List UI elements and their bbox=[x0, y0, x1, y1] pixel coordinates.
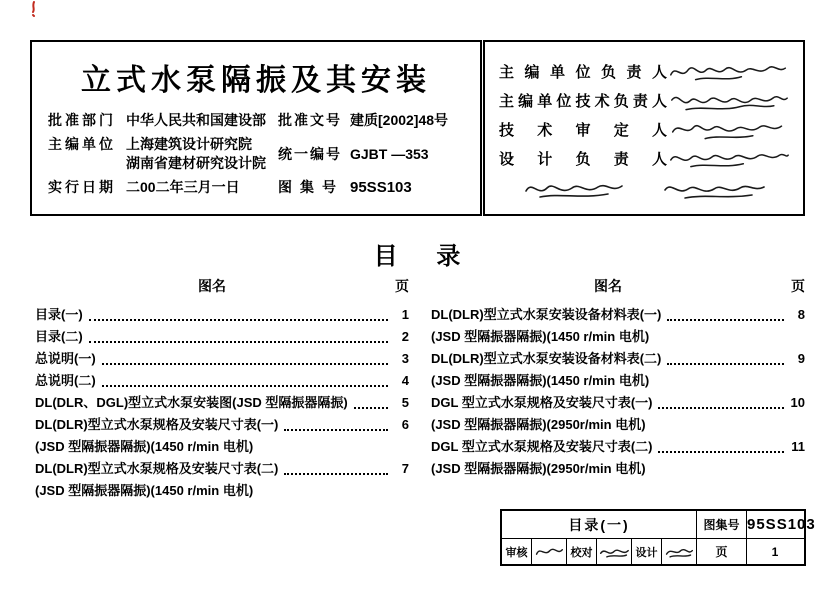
chief-editor-row bbox=[48, 135, 466, 173]
toc-right-header bbox=[431, 276, 805, 296]
toc-entry bbox=[431, 348, 805, 392]
toc-entry-subtitle: (JSD 型隔振器隔振)(1450 r/min 电机) bbox=[431, 373, 650, 388]
toc-entry-title: DGL 型立式水泵规格及安装尺寸表(一) bbox=[431, 395, 653, 410]
handwritten-signature bbox=[597, 539, 632, 564]
toc-entry-subtitle: (JSD 型隔振器隔振)(2950r/min 电机) bbox=[431, 417, 646, 432]
toc-col-name-header: 图名 bbox=[198, 278, 226, 294]
toc-entry-subtitle: (JSD 型隔振器隔振)(1450 r/min 电机) bbox=[35, 439, 254, 454]
dot-leader bbox=[658, 451, 784, 453]
design-head-label: 设计负责人 bbox=[499, 151, 667, 168]
title-block-atlas-value: 95SS103 bbox=[746, 511, 816, 538]
toc-right-items bbox=[431, 304, 805, 480]
dot-leader bbox=[658, 407, 784, 409]
handwritten-signature bbox=[667, 88, 791, 114]
toc-entry-subtitle: (JSD 型隔振器隔振)(1450 r/min 电机) bbox=[431, 329, 650, 344]
effective-date-row bbox=[48, 178, 466, 197]
review-label: 审核 bbox=[502, 539, 532, 564]
approval-dept-label: 批准部门 bbox=[48, 112, 116, 128]
design-label: 设计 bbox=[632, 539, 662, 564]
approval-no-value: 建质[2002]48号 bbox=[350, 112, 449, 128]
handwritten-signature bbox=[667, 117, 791, 143]
toc-entry-page: 8 bbox=[797, 307, 805, 322]
title-block-page-value: 1 bbox=[746, 539, 804, 564]
toc-entry-page: 9 bbox=[797, 351, 805, 366]
document-title: 立式水泵隔振及其安装 bbox=[81, 64, 431, 97]
toc-entry-page: 3 bbox=[401, 351, 409, 366]
toc-entry-subtitle: (JSD 型隔振器隔振)(2950r/min 电机) bbox=[431, 461, 646, 476]
unified-no-label: 统一编号 bbox=[278, 145, 342, 162]
toc-entry-title: DGL 型立式水泵规格及安装尺寸表(二) bbox=[431, 439, 653, 454]
atlas-no-value: 95SS103 bbox=[350, 179, 412, 196]
extra-signatures bbox=[499, 177, 791, 201]
toc-heading: 目 录 bbox=[373, 243, 477, 270]
chief-unit-head-line bbox=[499, 57, 791, 86]
toc-entry-title: DL(DLR)型立式水泵规格及安装尺寸表(二) bbox=[35, 461, 279, 476]
dot-leader bbox=[667, 363, 784, 365]
chief-unit-tech-head-label: 主编单位技术负责人 bbox=[499, 93, 667, 110]
toc-col-name-header: 图名 bbox=[594, 278, 622, 294]
dot-leader bbox=[354, 407, 388, 409]
approval-info bbox=[48, 111, 466, 197]
dot-leader bbox=[102, 385, 388, 387]
toc-entry bbox=[431, 304, 805, 348]
chief-editor-value-1: 上海建筑设计研究院 bbox=[126, 136, 252, 152]
dot-leader bbox=[89, 319, 388, 321]
handwritten-signature bbox=[667, 146, 791, 172]
toc-entry-subtitle: (JSD 型隔振器隔振)(1450 r/min 电机) bbox=[35, 483, 254, 498]
toc-entry-title: 总说明(一) bbox=[35, 351, 96, 366]
toc-entry-title: DL(DLR)型立式水泵安装设备材料表(一) bbox=[431, 307, 662, 322]
toc-entry-title: 目录(二) bbox=[35, 329, 83, 344]
toc-entry-page: 4 bbox=[401, 373, 409, 388]
toc-col-page-header: 页 bbox=[791, 278, 805, 294]
toc-entry bbox=[431, 392, 805, 436]
handwritten-signature bbox=[660, 177, 770, 201]
title-block-doc-title: 目录(一) bbox=[568, 516, 630, 533]
toc-entry-title: DL(DLR)型立式水泵规格及安装尺寸表(一) bbox=[35, 417, 279, 432]
tech-approval-line bbox=[499, 115, 791, 144]
title-block bbox=[500, 509, 816, 566]
chief-editor-label: 主编单位 bbox=[48, 136, 116, 152]
tech-approval-label: 技术审定人 bbox=[499, 122, 667, 139]
unified-no-value: GJBT —353 bbox=[350, 145, 429, 162]
dot-leader bbox=[667, 319, 784, 321]
toc-entry-title: 总说明(二) bbox=[35, 373, 96, 388]
handwritten-signature bbox=[520, 177, 630, 201]
toc-entry-title: 目录(一) bbox=[35, 307, 83, 322]
approval-dept-value: 中华人民共和国建设部 bbox=[126, 112, 266, 128]
toc-left-items bbox=[35, 304, 409, 502]
toc-entry bbox=[35, 392, 409, 414]
chief-unit-head-label: 主编单位负责人 bbox=[499, 64, 667, 81]
handwritten-signature bbox=[667, 59, 791, 85]
toc-entry bbox=[35, 370, 409, 392]
toc-left-column bbox=[35, 276, 409, 502]
toc-entry-page: 11 bbox=[791, 439, 805, 454]
toc-entry-page: 5 bbox=[401, 395, 409, 410]
toc-entry-page: 2 bbox=[401, 329, 409, 344]
approval-no-label: 批准文号 bbox=[278, 112, 342, 128]
toc-entry bbox=[35, 326, 409, 348]
toc-left-header bbox=[35, 276, 409, 296]
red-annotation-mark bbox=[26, 0, 42, 18]
toc-entry-title: DL(DLR、DGL)型立式水泵安装图(JSD 型隔振器隔振) bbox=[35, 395, 348, 410]
approval-dept-row bbox=[48, 111, 466, 130]
title-block-atlas-label: 图集号 bbox=[696, 511, 746, 538]
toc-entry bbox=[35, 304, 409, 326]
signature-box bbox=[483, 40, 805, 216]
toc-entry-page: 6 bbox=[401, 417, 409, 432]
title-block-page-label: 页 bbox=[696, 539, 746, 564]
handwritten-signature bbox=[532, 539, 567, 564]
toc-entry-title: DL(DLR)型立式水泵安装设备材料表(二) bbox=[431, 351, 662, 366]
dot-leader bbox=[284, 473, 388, 475]
title-block-signature-cells bbox=[502, 539, 696, 564]
toc-section bbox=[35, 276, 805, 502]
effective-date-label: 实行日期 bbox=[48, 179, 116, 195]
chief-editor-value-2: 湖南省建材研究设计院 bbox=[126, 155, 266, 171]
toc-right-column bbox=[431, 276, 805, 502]
atlas-no-label: 图集号 bbox=[278, 179, 344, 195]
check-label: 校对 bbox=[567, 539, 597, 564]
dot-leader bbox=[89, 341, 388, 343]
toc-entry bbox=[35, 414, 409, 458]
dot-leader bbox=[284, 429, 388, 431]
title-info-box bbox=[30, 40, 482, 216]
toc-entry-page: 1 bbox=[401, 307, 409, 322]
toc-entry bbox=[431, 436, 805, 480]
chief-unit-tech-head-line bbox=[499, 86, 791, 115]
handwritten-signature bbox=[662, 539, 696, 564]
toc-entry-page: 10 bbox=[790, 395, 805, 410]
toc-entry bbox=[35, 458, 409, 502]
toc-entry bbox=[35, 348, 409, 370]
dot-leader bbox=[102, 363, 388, 365]
design-head-line bbox=[499, 144, 791, 173]
toc-entry-page: 7 bbox=[401, 461, 409, 476]
effective-date-value: 二00二年三月一日 bbox=[126, 179, 240, 195]
toc-col-page-header: 页 bbox=[395, 278, 409, 294]
